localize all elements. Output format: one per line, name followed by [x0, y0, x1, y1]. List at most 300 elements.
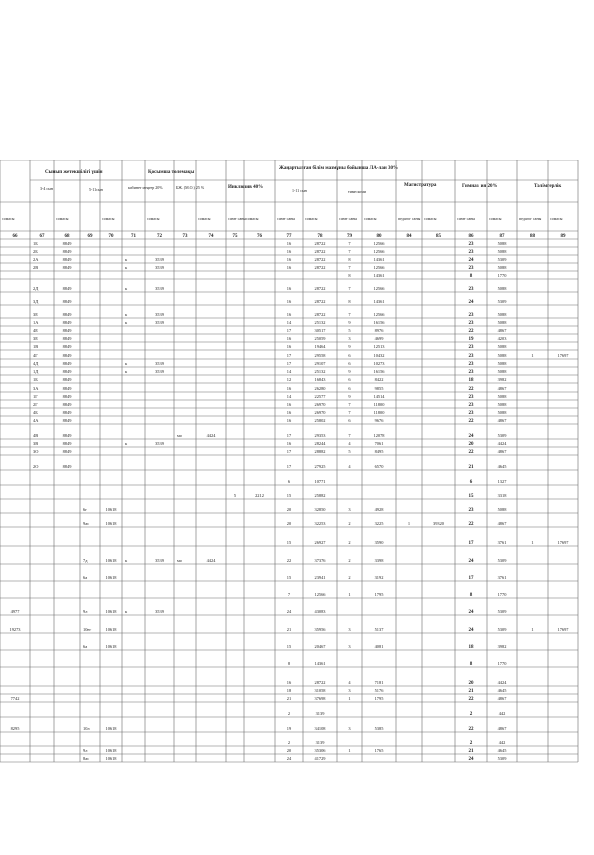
table-cell: 1795 — [374, 592, 384, 597]
table-cell: 5 — [233, 493, 237, 498]
table-cell: 14361 — [373, 299, 385, 304]
table-cell: 3 — [348, 507, 351, 512]
table-cell: 8 — [469, 662, 473, 667]
table-cell: 26970 — [314, 402, 326, 407]
table-cell: 1В — [33, 344, 39, 349]
column-sublabel: сағат саны — [339, 216, 358, 221]
table-cell: 20 — [286, 507, 292, 512]
table-cell: 12513 — [373, 344, 385, 349]
table-cell: 4 — [348, 680, 351, 685]
table-cell: 1 — [531, 540, 534, 545]
table-cell: 5176 — [374, 688, 384, 693]
table-cell: 8849 — [62, 286, 72, 291]
table-cell: 1770 — [497, 661, 507, 666]
table-cell: 8849 — [62, 410, 72, 415]
table-cell: 34108 — [314, 726, 326, 731]
table-cell: 24 — [468, 258, 474, 263]
table-cell: 8849 — [62, 299, 72, 304]
table-cell: 15 — [286, 644, 292, 649]
table-cell: 28882 — [314, 449, 326, 454]
table-cell: 35956 — [314, 627, 326, 632]
table-cell: 7 — [348, 410, 351, 415]
table-cell: 9676 — [374, 418, 384, 423]
table-cell: 23 — [468, 362, 474, 367]
table-cell: 20 — [286, 521, 292, 526]
column-sublabel: сомасы — [424, 216, 437, 221]
table-cell: 15 — [468, 494, 474, 499]
table-cell: 8849 — [62, 464, 72, 469]
table-cell: 15 — [286, 540, 292, 545]
table-cell: 23 — [468, 313, 474, 318]
column-sublabel: сомасы — [56, 216, 69, 221]
table-cell: 23 — [468, 250, 474, 255]
table-cell: 22 — [286, 558, 292, 563]
subheader-cabinet: кабинет меңгер 20% — [128, 185, 163, 190]
table-cell: 16 — [286, 344, 292, 349]
table-cell: 24 — [468, 628, 474, 633]
table-cell: 4645 — [497, 464, 507, 469]
subheader-bzh: БЖ. (М.О.) 25 % — [176, 185, 205, 190]
table-cell: 23941 — [314, 575, 326, 580]
table-cell: 2Г — [33, 402, 38, 407]
table-cell: 5385 — [374, 726, 384, 731]
table-cell: 2 — [348, 575, 351, 580]
column-sublabel: педагог саны — [519, 216, 542, 221]
table-cell: 4424 — [497, 680, 507, 685]
table-cell: 3982 — [497, 377, 507, 382]
column-number: 79 — [347, 234, 352, 239]
table-cell: 8849 — [62, 418, 72, 423]
table-cell: 2 — [469, 712, 473, 717]
table-cell: 12566 — [373, 265, 385, 270]
table-cell: 5309 — [497, 257, 507, 262]
table-cell: 16843 — [314, 377, 326, 382]
table-cell: 1Б — [33, 241, 38, 246]
table-cell: 4424 — [206, 433, 216, 438]
table-cell: 8 — [287, 661, 291, 666]
table-cell: 2А — [33, 257, 39, 262]
table-cell: 25882 — [314, 493, 326, 498]
column-sublabel: сомасы — [147, 216, 160, 221]
table-cell: 12566 — [314, 592, 326, 597]
table-cell: 4Д — [33, 361, 39, 366]
table-cell: 15 — [286, 575, 292, 580]
table-cell: 3А — [33, 386, 39, 391]
table-cell: 5309 — [497, 609, 507, 614]
table-cell: 6 — [348, 386, 351, 391]
table-cell: 4867 — [497, 418, 507, 423]
table-cell: 9 — [348, 369, 351, 374]
table-cell: 4867 — [497, 726, 507, 731]
table-cell: 26280 — [314, 386, 326, 391]
table-cell: 26970 — [314, 410, 326, 415]
table-cell: 6 — [287, 479, 291, 484]
table-cell: 1 — [531, 627, 534, 632]
column-sublabel: сағат саны — [457, 216, 476, 221]
table-cell: 2Д — [33, 286, 39, 291]
table-cell: 4Б — [33, 410, 38, 415]
table-cell: 22 — [468, 697, 474, 702]
column-sublabel: сомасы — [364, 216, 377, 221]
table-cell: 22 — [468, 450, 474, 455]
table-cell: 3539 — [155, 312, 164, 317]
column-sublabel: сомасы — [246, 216, 259, 221]
column-number: 84 — [406, 234, 412, 239]
column-number: 74 — [208, 234, 214, 239]
table-cell: 8849 — [62, 241, 72, 246]
table-cell: 9 — [348, 320, 351, 325]
table-cell: 5088 — [497, 265, 507, 270]
table-cell: 3590 — [374, 540, 384, 545]
table-cell: 22 — [468, 329, 474, 334]
table-cell: 2В — [33, 265, 39, 270]
table-cell: 21 — [286, 627, 292, 632]
table-cell: 10618 — [105, 507, 117, 512]
column-number: 72 — [157, 234, 162, 239]
table-cell: 1770 — [497, 273, 507, 278]
table-cell: 8 — [348, 257, 351, 262]
table-cell: 1 — [531, 353, 534, 358]
table-cell: 3139 — [315, 740, 325, 745]
table-cell: 17 — [286, 361, 292, 366]
table-cell: 5088 — [497, 361, 507, 366]
table-cell: 3 — [348, 627, 351, 632]
column-sublabel: сомасы — [489, 216, 502, 221]
subheader-3-4: 3-4 сын — [40, 186, 53, 191]
table-cell: 16156 — [373, 320, 385, 325]
column-number: 76 — [257, 234, 262, 239]
table-cell: 23 — [468, 321, 474, 326]
table-cell: 5 — [348, 449, 351, 454]
table-cell: 1 — [407, 521, 411, 526]
table-cell: 24 — [468, 610, 474, 615]
table-cell: 16 — [286, 402, 292, 407]
table-cell: 9л — [83, 609, 88, 614]
table-cell: 8849 — [62, 377, 72, 382]
table-cell: 14 — [286, 394, 292, 399]
table-cell: 5088 — [497, 320, 507, 325]
table-cell: 10618 — [105, 558, 117, 563]
table-cell: 3318 — [497, 493, 507, 498]
table-cell: 4645 — [497, 748, 507, 753]
table-cell: 14 — [286, 320, 292, 325]
column-sublabels — [2, 216, 563, 221]
table-cell: 7д — [83, 558, 88, 563]
table-cell: 3539 — [155, 286, 164, 291]
table-cell: 19 — [468, 337, 474, 342]
table-cell: 9 — [348, 344, 351, 349]
table-cell: к — [125, 609, 128, 614]
table-cell: 8 — [348, 299, 351, 304]
table-cell: 39320 — [433, 521, 444, 526]
table-cell: к — [125, 320, 128, 325]
table-cell: 18 — [468, 645, 474, 650]
table-cell: 8849 — [62, 249, 72, 254]
table-cell: 16 — [286, 286, 292, 291]
table-cell: 4424 — [497, 441, 507, 446]
column-number: 68 — [64, 234, 70, 239]
column-number: 85 — [436, 234, 441, 239]
table-cell: 8422 — [374, 377, 384, 382]
table-cell: 5088 — [497, 344, 507, 349]
table-cell: 23 — [468, 370, 474, 375]
table-cell: 27925 — [314, 464, 326, 469]
table-cell: 8295 — [10, 726, 20, 731]
table-cell: 1Г — [33, 394, 38, 399]
table-cell: 3539 — [155, 441, 164, 446]
table-cell: 17697 — [557, 627, 569, 632]
table-cell: 5088 — [497, 312, 507, 317]
table-cell: 5088 — [497, 402, 507, 407]
table-cell: 11800 — [373, 410, 385, 415]
table-cell: 8849 — [62, 402, 72, 407]
table-cell: 19 — [286, 726, 292, 731]
table-cell: 3761 — [497, 575, 507, 580]
table-cell: 5088 — [497, 507, 507, 512]
column-number: 69 — [87, 234, 93, 239]
table-cell: 4 — [348, 441, 351, 446]
table-cell: 14361 — [373, 273, 385, 278]
column-sublabel: сомасы — [102, 216, 115, 221]
table-cell: 7 — [348, 312, 351, 317]
table-cell: 7742 — [10, 696, 20, 701]
table-cell: 5309 — [497, 299, 507, 304]
column-number: 66 — [12, 234, 18, 239]
table-cell: 28244 — [314, 441, 326, 446]
salary-table-sheet — [0, 160, 594, 850]
table-cell: 8849 — [62, 257, 72, 262]
table-cell: 24 — [468, 559, 474, 564]
table-cell: 10л — [83, 726, 90, 731]
table-cell: 3 — [348, 726, 351, 731]
table-cell: 43083 — [314, 609, 326, 614]
table-cell: 28722 — [314, 249, 326, 254]
table-cell: 12566 — [373, 312, 385, 317]
table-cell: 19273 — [9, 627, 21, 632]
table-cell: 3139 — [315, 711, 325, 716]
table-cell: 32850 — [314, 507, 326, 512]
header-masters: Магистратура — [404, 183, 437, 188]
table-cell: 8849 — [62, 449, 72, 454]
header-extra-pay: Қосымша төлемақы — [148, 170, 195, 175]
header-gymnasium — [462, 184, 498, 189]
table-cell: 7 — [348, 433, 351, 438]
table-cell: к — [125, 286, 128, 291]
table-cell: 4 — [348, 464, 351, 469]
table-cell: 28722 — [314, 299, 326, 304]
column-number: 71 — [131, 234, 136, 239]
table-cell: 3539 — [155, 257, 164, 262]
table-cell: 23 — [468, 345, 474, 350]
table-cell: 8849 — [62, 361, 72, 366]
table-cell: 1 — [348, 696, 351, 701]
table-cell: 10618 — [105, 748, 117, 753]
table-cell: 24 — [286, 609, 292, 614]
table-cell: 29353 — [314, 433, 326, 438]
table-cell: 5309 — [497, 756, 507, 761]
column-sublabel: сағат саны — [277, 216, 296, 221]
table-cell: 18 — [286, 688, 292, 693]
table-cell: 1Д — [33, 369, 39, 374]
table-cell: 10618 — [105, 575, 117, 580]
table-cell: 29107 — [314, 361, 326, 366]
column-sublabel: сомасы — [305, 216, 318, 221]
table-cell: 8849 — [62, 312, 72, 317]
column-number: 75 — [232, 234, 238, 239]
table-cell: 5088 — [497, 249, 507, 254]
table-cell: 6 — [469, 480, 473, 485]
table-cell: 2 — [287, 740, 291, 745]
table-cell: 2 — [348, 558, 351, 563]
table-cell: 5309 — [497, 433, 507, 438]
table-cell: 1 — [348, 748, 351, 753]
table-cell: 16 — [286, 410, 292, 415]
table-cell: к — [125, 312, 128, 317]
table-cell: 8495 — [374, 449, 384, 454]
table-cell: 3Д — [33, 299, 39, 304]
table-cell: 21 — [468, 465, 474, 470]
table-cell: 3761 — [497, 540, 507, 545]
column-number: 89 — [560, 234, 566, 239]
table-cell: 16 — [286, 441, 292, 446]
table-cell: 1770 — [497, 592, 507, 597]
table-cell: 8849 — [62, 441, 72, 446]
table-cell: 7 — [348, 286, 351, 291]
table-cell: 4081 — [374, 644, 384, 649]
table-cell: 17697 — [557, 353, 569, 358]
column-sublabel: сомасы — [198, 216, 211, 221]
table-cell: 7061 — [374, 441, 384, 446]
table-cell: к — [125, 558, 128, 563]
table-cell: 1Б — [33, 377, 38, 382]
table-cell: 2 — [287, 711, 291, 716]
table-cell: 29558 — [314, 353, 326, 358]
table-cell: 21 — [468, 689, 474, 694]
table-cell: 19464 — [314, 344, 326, 349]
column-sublabel: сағат саны — [228, 216, 247, 221]
table-cell: 10618 — [105, 627, 117, 632]
table-cell: к — [125, 369, 128, 374]
header-class-teacher: Сынып жетекшілігі үшін — [45, 170, 103, 175]
table-cell: 3Е — [33, 312, 38, 317]
table-cell: 8 — [348, 273, 351, 278]
table-cell: 20 — [286, 748, 292, 753]
table-cell: 25132 — [314, 320, 326, 325]
table-cell: 24 — [468, 434, 474, 439]
column-sublabel: сомасы — [550, 216, 563, 221]
table-cell: к — [125, 265, 128, 270]
column-number: 80 — [376, 234, 382, 239]
table-cell: 14514 — [373, 394, 385, 399]
table-cell: 3О — [33, 449, 39, 454]
table-cell: 12566 — [373, 249, 385, 254]
table-cell: 23 — [468, 242, 474, 247]
table-cell: 12 — [286, 377, 292, 382]
table-cell: 28722 — [314, 312, 326, 317]
table-cell: 7 — [348, 241, 351, 246]
table-cell: 3 — [348, 644, 351, 649]
table-cell: 5088 — [497, 353, 507, 358]
table-cell: 17 — [468, 541, 474, 546]
table-cell: 12566 — [373, 286, 385, 291]
table-cell: 10618 — [105, 521, 117, 526]
table-cell: 41729 — [314, 756, 326, 761]
column-number: 67 — [39, 234, 45, 239]
table-cell: 17697 — [557, 540, 569, 545]
table-cell: 22 — [468, 387, 474, 392]
table-cell: 21 — [468, 749, 474, 754]
table-cell: 16 — [286, 312, 292, 317]
table-cell: мо — [177, 558, 182, 563]
table-cell: 6 — [348, 353, 351, 358]
column-number: 77 — [286, 234, 292, 239]
table-cell: 3539 — [155, 361, 164, 366]
table-cell: 16 — [286, 299, 292, 304]
table-cell: 1 — [348, 592, 351, 597]
table-cell: 23 — [468, 508, 474, 513]
table-cell: 2 — [348, 521, 351, 526]
table-cell: 3539 — [155, 558, 164, 563]
table-cell: 6а — [83, 575, 88, 580]
table-cell: 10618 — [105, 726, 117, 731]
column-number: 70 — [108, 234, 114, 239]
table-cell: 17 — [286, 464, 292, 469]
table-cell: 5088 — [497, 410, 507, 415]
table-cell: 22577 — [314, 394, 326, 399]
table-cell: 8 — [469, 593, 473, 598]
table-cell: 23 — [468, 411, 474, 416]
table-cell: 8849 — [62, 433, 72, 438]
table-cell: 32253 — [314, 521, 326, 526]
table-cell: 3539 — [155, 320, 164, 325]
table-cell: 20 — [468, 681, 474, 686]
table-cell: 25059 — [314, 336, 326, 341]
table-cell: 7181 — [374, 680, 384, 685]
table-cell: 3В — [33, 441, 39, 446]
table-cell: 8849 — [62, 386, 72, 391]
table-cell: 8849 — [62, 394, 72, 399]
table-cell: 10618 — [105, 609, 117, 614]
table-cell: 6570 — [374, 464, 384, 469]
table-cell: 5088 — [497, 286, 507, 291]
table-cell: 16 — [286, 680, 292, 685]
table-cell: 23 — [468, 266, 474, 271]
table-cell: 28722 — [314, 265, 326, 270]
table-cell: 10618 — [105, 756, 117, 761]
table-cell: 5088 — [497, 241, 507, 246]
table-cell: 37698 — [314, 696, 326, 701]
table-cell: 4867 — [497, 328, 507, 333]
header-gymnasium-a: Гимназ — [462, 184, 479, 189]
column-sublabel: сомасы — [2, 216, 15, 221]
table-cell: 1327 — [497, 479, 507, 484]
table-cell: 4424 — [206, 558, 216, 563]
table-cell: 16156 — [373, 369, 385, 374]
table-cell: 24 — [468, 757, 474, 762]
table-cell: 3539 — [155, 265, 164, 270]
table-cell: 12566 — [373, 241, 385, 246]
header-inclusive: Инклюзив 40% — [228, 185, 264, 190]
table-cell: 10771 — [314, 479, 326, 484]
table-cell: 16 — [286, 336, 292, 341]
table-cell: 16 — [286, 265, 292, 270]
table-cell: 3Е — [33, 336, 38, 341]
table-cell: 8 — [469, 274, 473, 279]
table-cell: 17 — [286, 328, 292, 333]
column-number: 87 — [499, 234, 505, 239]
table-cell: 4977 — [10, 609, 20, 614]
table-cell: 6а — [83, 644, 88, 649]
